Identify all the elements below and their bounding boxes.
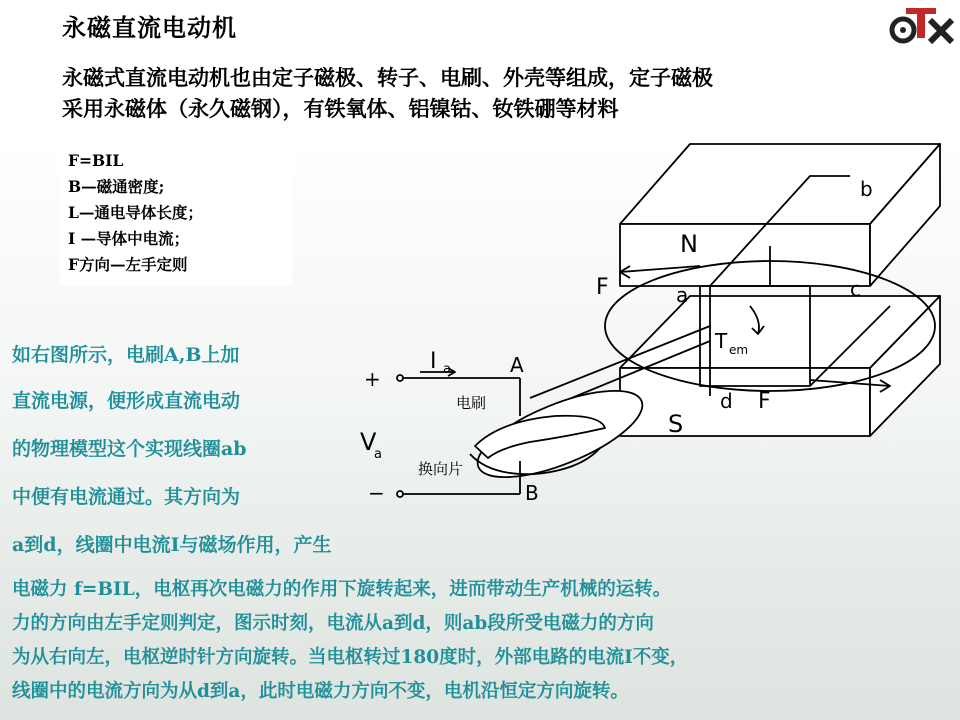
body-line-6: 电磁力 f=BIL，电枢再次电磁力的作用下旋转起来，进而带动生产机械的运转。 bbox=[12, 579, 672, 600]
label-current: I bbox=[430, 349, 437, 374]
label-n: N bbox=[680, 230, 698, 258]
label-f-left: F bbox=[596, 275, 609, 300]
label-c: c bbox=[850, 277, 861, 301]
label-voltage: V bbox=[360, 428, 377, 456]
label-commutator-text: 换向片 bbox=[418, 460, 464, 478]
label-f-right: F bbox=[758, 389, 771, 414]
formula-l-definition: L—通电导体长度； bbox=[68, 203, 203, 222]
label-voltage-subscript: a bbox=[374, 447, 382, 462]
formula-f-definition: F方向—左手定则 bbox=[68, 255, 188, 274]
body-line-4: 中便有电流通过。其方向为 bbox=[12, 486, 241, 508]
formula-equation: F=BIL bbox=[68, 151, 124, 170]
label-plus: + bbox=[364, 367, 381, 391]
label-torque-subscript: em bbox=[729, 343, 749, 357]
institution-logo-icon bbox=[886, 4, 956, 46]
label-current-subscript: a bbox=[443, 362, 451, 377]
body-line-5: a到d，线圈中电流I与磁场作用，产生 bbox=[12, 534, 332, 556]
body-line-3: 的物理模型这个实现线圈ab bbox=[12, 438, 247, 460]
body-line-8: 为从右向左，电枢逆时针方向旋转。当电枢转过180度时，外部电路的电流I不变， bbox=[12, 647, 689, 668]
slide-subtitle bbox=[62, 62, 942, 124]
body-line-7: 力的方向由左手定则判定，图示时刻，电流从a到d，则ab段所受电磁力的方向 bbox=[12, 613, 654, 634]
label-a: a bbox=[676, 283, 689, 307]
label-torque: T bbox=[715, 329, 728, 353]
body-line-9: 线圈中的电流方向为从d到a，此时电磁力方向不变，电机沿恒定方向旋转。 bbox=[12, 681, 629, 702]
slide-title: 永磁直流电动机 bbox=[62, 13, 237, 42]
label-s: S bbox=[668, 410, 684, 438]
body-line-2: 直流电源，便形成直流电动 bbox=[12, 390, 241, 412]
body-line-1: 如右图所示，电刷A,B上加 bbox=[12, 344, 240, 366]
label-d: d bbox=[720, 389, 733, 413]
label-brush-b: B bbox=[525, 481, 539, 505]
label-brush-a: A bbox=[510, 353, 524, 377]
label-brush-text: 电刷 bbox=[456, 394, 487, 412]
dc-motor-diagram bbox=[330, 136, 960, 516]
label-b: b bbox=[860, 177, 873, 201]
subtitle-line-2: 采用永磁体（永久磁钢），有铁氧体、铝镍钴、钕铁硼等材料 bbox=[62, 96, 619, 121]
subtitle-line-1: 永磁式直流电动机也由定子磁极、转子、电刷、外壳等组成，定子磁极 bbox=[62, 65, 713, 90]
formula-b-definition: B—磁通密度; bbox=[68, 177, 165, 196]
formula-i-definition: I —导体中电流； bbox=[68, 229, 190, 248]
label-minus: − bbox=[368, 481, 385, 505]
formula-box bbox=[60, 146, 292, 286]
